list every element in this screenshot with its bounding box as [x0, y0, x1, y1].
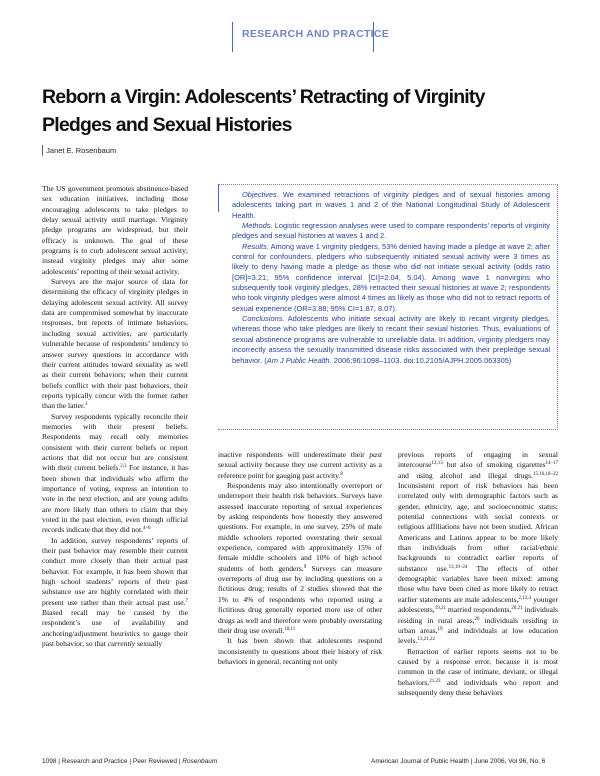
journal-issue: June 2006, Vol 96, No. 6 [474, 758, 546, 765]
abstract-methods: Methods. Logistic regression analyses were used to compare respondents’ reports of virginity pledges and sexual histories at waves 1 and 2. [232, 221, 550, 241]
body-column-1 [42, 184, 188, 649]
body-paragraph: Retraction of earlier reports seems not to be caused by a response error, because it is most common in the case of intimate, deviant, or illegal behaviors,$^{21,23}$ and individuals who report and subsequently deny these behaviors [398, 646, 558, 697]
body-paragraph: Respondents may also intentionally overreport or underreport their health risk behaviors. Surveys have assessed inaccurate reporting of sexual experiences by asking respondents how honestly they answered questions. For example, in one survey, 25% of male middle schoolers reported overstating their sexual experience, compared with approximately 15% of female middle schoolers and 10% of high school students of both genders.$^9$ Surveys can measure overreports of drug use by including questions on a fictitious drug; results of 2 studies showed that the 1% to 4% of respondents who reported using a fictitious drug generally reported more use of other drugs as well and therefore were probably overstating their drug use overall.$^{10,11}$ [218, 481, 382, 635]
footer-author: Rosenbaum [182, 758, 218, 765]
abstract-objectives: Objectives. We examined retractions of virginity pledges and of sexual histories among adolescents taking part in waves 1 and 2 of the National Longitudinal Study of Adolescent Health. [232, 190, 550, 220]
abstract-box [218, 184, 558, 430]
body-paragraph: It has been shown that adolescents respond inconsistently to questions about their history of risk behaviors in general, recanting not only [218, 636, 382, 666]
section-label: RESEARCH AND PRACTICE [242, 28, 390, 40]
footer-review: Peer Reviewed [132, 758, 177, 765]
body-paragraph: In addition, survey respondents’ reports of their past behavior may resemble their current conduct more closely than their actual past behavior. For example, it has been shown that high school students’ reports of their past substance use are highly correlated with their present use rather than their actual past use.$^7$ Biased recall may be caused by the respondent’s use of availability and anchoring/adjustment heuristics to gauge their past behavior, so that currently sexually [42, 535, 188, 649]
abstract-border-top [218, 184, 558, 185]
body-column-3 [398, 450, 558, 698]
abstract-results: Results. Among wave 1 virginity pledgers, 53% denied having made a pledge at wave 2; after control for confounders, pledgers who subsequently initiated sexual activity were 3 times as likely to deny having made a pledge as those who did not initiate sexual activity (odds ratio [OR]=3.21; 95% confidence interval [CI]=2.04, 5.04). Among wave 1 nonvirgins who subsequently took virginity pledges, 28% retracted their sexual histories at wave 2; respondents who took virginity pledges were almost 4 times as likely as those who did not to retract reports of sexual experience (OR=3.88; 95% CI=1.87, 8.07). [232, 241, 551, 313]
abstract-text [232, 190, 550, 366]
abstract-conclusions: Conclusions. Adolescents who initiate sexual activity are likely to recant virginity pledges, whereas those who take pledges are likely to recant their sexual histories. Thus, evaluations of sexual abstinence programs are vulnerable to unreliable data. In addition, virginity pledgers may incorrectly assess the sexually transmitted disease risks associated with their prepledge sexual behavior. (Am J Public Health. 2006;96:1098–1103. doi:10.2105/AJPH.2005.063305) [232, 314, 551, 365]
intro-paragraph: The US government promotes abstinence-based sex education initiatives, including those encouraging adolescents to take pledges to delay sexual activity until marriage. Virginity pledge programs are widespread, but their efficacy is unknown. The goal of these programs is to curb adolescent sexual activity; instead virginity pledges may alter some adolescents’ reporting of their sexual activity. [42, 184, 188, 276]
journal-name: American Journal of Public Health [371, 758, 469, 765]
abstract-border-bottom [218, 429, 558, 430]
abstract-border-right [557, 184, 558, 430]
body-paragraph: previous reports of engaging in sexual intercourse$^{12,13}$ but also of smoking cigarettes$^{14-17}$ and using alcohol and illegal drugs.$^{15,16,18-22}$ Inconsistent report of risk behaviors has been correlated only with demographic factors such as gender, ethnicity, age, and socioeconomic status; potential connections with social contexts or religious affiliations have not been studied. African Americans and Latinos appear to be more likely than individuals from other racial/ethnic backgrounds to contradict earlier reports of substance use.$^{13,19-24}$ The effects of other demographic variables have been mixed: among those who have been cited as more likely to retract earlier statements are male adolescents,$^{2,12,4}$ younger adolescents,$^{19,21}$ married respondents,$^{20,21}$ individuals residing in rural areas,$^{20}$ individuals residing in urban areas,$^{19}$ and individuals at low education levels.$^{13,21,22}$ [398, 450, 558, 646]
abstract-border-left [218, 184, 219, 212]
footer-right: American Journal of Public Health | June 2006, Vol 96, No. 6 [371, 758, 546, 765]
article-title: Reborn a Virgin: Adolescents’ Retracting of Virginity Pledges and Sexual Histories [42, 86, 485, 136]
body-paragraph: Survey respondents typically reconcile their memories with their present beliefs. Respondents may recall only memories consistent with their current beliefs or report actions that did not occur but are consistent with their current beliefs.$^{2,3}$ For instance, it has been shown that individuals who affirm the importance of voting, express an intention to vote in the next election, and are young adults are more likely than others to claim that they voted in the past election, even though official records indicate that they did not.$^{4-6}$ [42, 411, 189, 535]
body-paragraph: Surveys are the major source of data for determining the efficacy of virginity pledges in delaying adolescent sexual activity. All survey data are compromised somewhat by inaccurate responses, but reports of intimate behaviors, including sexual activities, are particularly vulnerable because of respondents’ tendency to answer survey questions in accordance with their current attitudes toward sexuality as well as their current behaviors; when their current beliefs conflict with their past behaviors, their reports typically concur with the former rather than the latter.$^1$ [42, 277, 188, 411]
author-name: Janet E. Rosenbaum [46, 146, 117, 155]
body-paragraph: inactive respondents will underestimate their past sexual activity because they use current activity as a reference point for gauging past activity.$^8$ [218, 450, 382, 480]
footer-left: 1098 | Research and Practice | Peer Reviewed | Rosenbaum [42, 758, 218, 765]
footer-section: Research and Practice [61, 758, 128, 765]
page-number: 1098 [42, 758, 57, 765]
body-column-2 [218, 450, 382, 667]
